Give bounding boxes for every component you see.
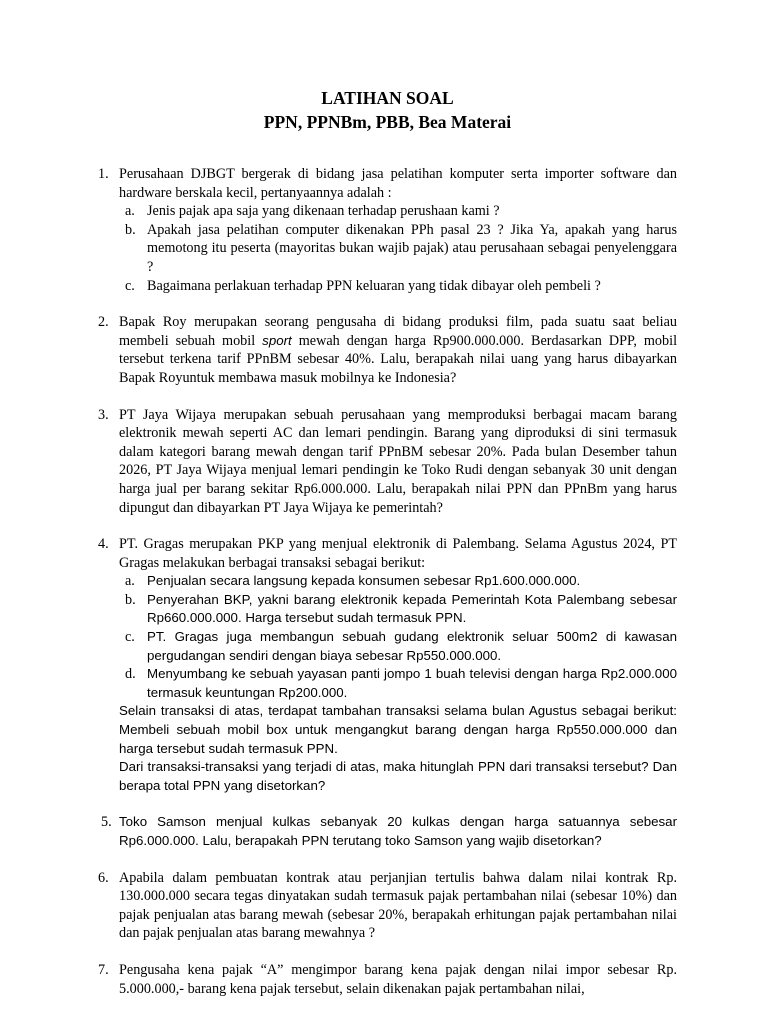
question-text: Apabila dalam pembuatan kontrak atau perjanjian tertulis bahwa dalam nilai kontrak Rp. 130.000.000 secara tegas dinyatakan sudah termasuk pajak pertambahan nilai (sebesar 10%) dan pajak penjualan atas barang mewah (sebesar 20%, berapakah erhitungan pajak pertambahan nilai dan pajak penjualan atas barang mewahnya ? — [119, 869, 677, 942]
sub-item-text: Menyumbang ke sebuah yayasan panti jompo 1 buah televisi dengan harga Rp2.000.000 termasuk keuntungan Rp200.000. — [147, 666, 677, 700]
question-text: Perusahaan DJBGT bergerak di bidang jasa pelatihan komputer serta importer software dan hardware berskala kecil, pertanyaannya adalah : — [119, 166, 677, 201]
title-line-2: PPN, PPNBm, PBB, Bea Materai — [263, 112, 512, 132]
question-number: 1. — [98, 166, 109, 182]
sub-item-letter: c. — [125, 629, 135, 646]
sub-item-letter: a. — [125, 203, 135, 220]
question-number: 3. — [98, 406, 109, 423]
italic-word: sport — [262, 332, 292, 348]
question-number: 4. — [98, 536, 109, 553]
question-7 — [98, 961, 677, 998]
title-line-1: LATIHAN SOAL — [321, 88, 454, 108]
sub-item-text: Apakah jasa pelatihan computer dikenakan PPh pasal 23 ? Jika Ya, apakah yang harus memotong itu peserta (mayoritas bukan wajib pajak) atau perusahaan sebagai penyelenggara ? — [147, 221, 677, 275]
sub-item-letter: d. — [125, 666, 136, 683]
sub-item-text: Jenis pajak apa saja yang dikenaan terhadap perushaan kami ? — [147, 203, 500, 220]
question-1 — [98, 165, 677, 295]
question-text — [119, 313, 677, 387]
sub-item-text: Penjualan secara langsung kepada konsumen sebesar Rp1.600.000.000. — [147, 573, 581, 589]
sub-item-letter: a. — [125, 573, 135, 590]
question-5 — [98, 813, 677, 850]
document-title — [98, 86, 677, 134]
sub-item-letter: b. — [125, 591, 136, 608]
question-text-part: mewah dengan harga Rp900.000.000. Berdasarkan DPP, mobil tersebut terkena tarif PPnBM sebesar 40%. Lalu, berapakah nilai uang yang harus dibayarkan Bapak Royuntuk membawa masuk mobilnya ke Indonesia? — [119, 332, 678, 386]
question-text: Toko Samson menjual kulkas sebanyak 20 kulkas dengan harga satuannya sebesar Rp6.000.000. Lalu, berapakah PPN terutang toko Samson yang wajib disetorkan? — [119, 814, 677, 848]
sub-item-text: Bagaimana perlakuan terhadap PPN keluaran yang tidak dibayar oleh pembeli ? — [147, 277, 601, 294]
sub-item-text: PT. Gragas juga membangun sebuah gudang elektronik seluar 500m2 di kawasan pergudangan sendiri dengan biaya sebesar Rp550.000.000. — [147, 629, 677, 663]
question-4 — [98, 535, 677, 795]
question-6 — [98, 869, 677, 943]
sub-item-letter: b. — [125, 221, 136, 238]
question-followup: Selain transaksi di atas, terdapat tambahan transaksi selama bulan Agustus sebagai berikut: Membeli sebuah mobil box untuk mengangkut barang dengan harga Rp550.000.000 dan harga tersebut sudah termasuk PPN. — [119, 703, 677, 756]
question-2 — [98, 313, 677, 387]
sub-item-letter: c. — [125, 277, 135, 294]
sub-item — [119, 277, 677, 296]
question-text-part: Bapak Roy merupakan seorang pengusaha di bidang produksi film, pada suatu saat beliau membeli sebuah mobil — [119, 314, 677, 349]
sub-item-text: Penyerahan BKP, yakni barang elektronik kepada Pemerintah Kota Palembang sebesar Rp660.000.000. Harga tersebut sudah termasuk PPN. — [147, 591, 677, 626]
sub-item — [119, 572, 677, 591]
question-number: 2. — [98, 314, 109, 331]
sub-item — [119, 221, 677, 277]
question-number: 7. — [98, 961, 109, 978]
question-followup: Dari transaksi-transaksi yang terjadi di atas, maka hitunglah PPN dari transaksi tersebut? Dan berapa total PPN yang disetorkan? — [119, 759, 677, 793]
question-text: Pengusaha kena pajak “A” mengimpor barang kena pajak dengan nilai impor sebesar Rp. 5.000.000,- barang kena pajak tersebut, selain dikenakan pajak pertambahan nilai, — [119, 961, 677, 997]
question-3 — [98, 406, 677, 518]
sub-item — [119, 591, 677, 628]
sub-item — [119, 665, 677, 702]
sub-item — [119, 628, 677, 665]
question-number: 5. — [101, 814, 112, 831]
sub-item — [119, 202, 677, 221]
question-number: 6. — [98, 869, 109, 886]
question-text: PT. Gragas merupakan PKP yang menjual elektronik di Palembang. Selama Agustus 2024, PT Gragas melakukan berbagai transaksi sebagai berikut: — [119, 536, 677, 571]
question-text: PT Jaya Wijaya merupakan sebuah perusahaan yang memproduksi berbagai macam barang elektronik mewah seperti AC dan lemari pendingin. Barang yang diproduksi di sini termasuk dalam kategori barang mewah dengan tarif PPnBM sebesar 20%. Pada bulan Desember tahun 2026, PT Jaya Wijaya menjual lemari pendingin ke Toko Rudi dengan sebanyak 30 unit dengan harga jual per barang sekitar Rp6.000.000. Lalu, berapakah nilai PPN dan PPnBm yang harus dipungut dan dibayarkan PT Jaya Wijaya ke pemerintah? — [119, 406, 677, 516]
